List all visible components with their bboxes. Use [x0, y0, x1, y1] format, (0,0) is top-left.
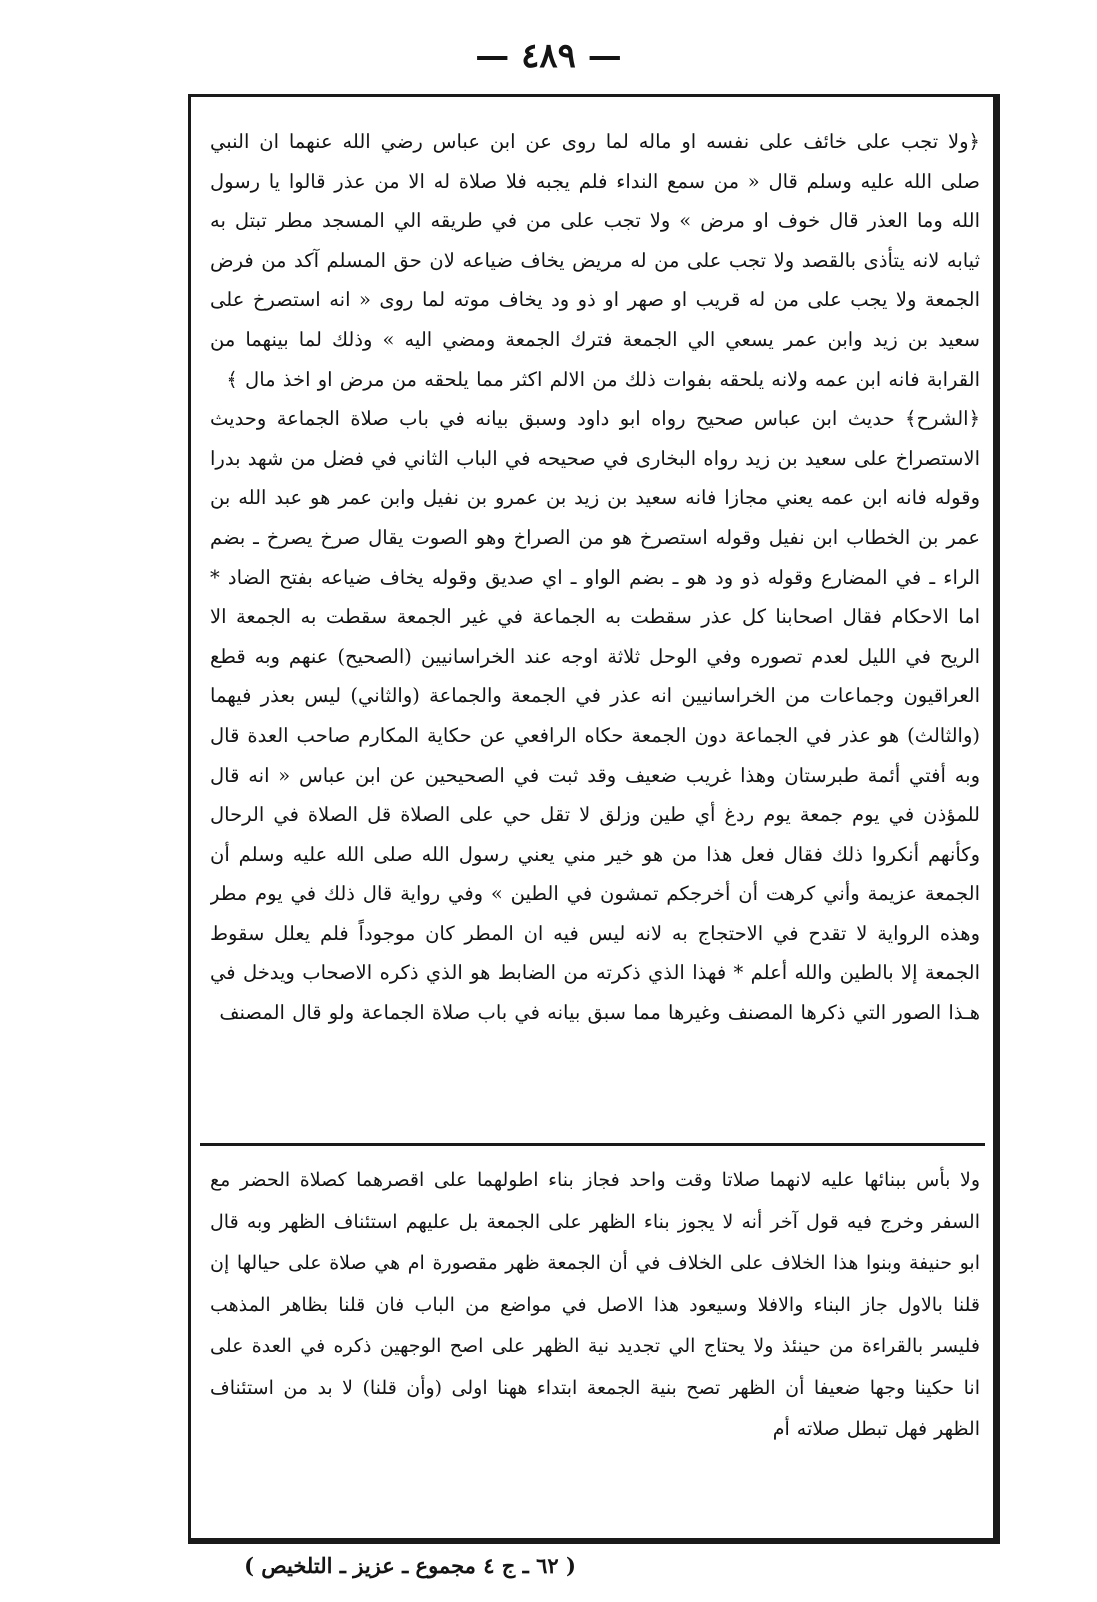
- page-number: — ٤٨٩ —: [475, 36, 622, 76]
- signature-line: ( ٦٢ ـ ج ٤ مجموع ـ عزيز ـ التلخيص ): [244, 1553, 576, 1578]
- main-paragraph-sharh: ﴿الشرح﴾ حديث ابن عباس صحيح رواه ابو داود وسبق بيانه في باب صلاة الجماعة وحديث الاستصراخ على سعيد بن زيد رواه البخارى في صحيحه في الباب الثاني في فضل من شهد بدرا وقوله فانه ابن عمه يعني مجازا فانه سعيد بن زيد بن عمرو بن نفيل وابن عمر هو عبد الله بن عمر بن الخطاب ابن نفيل وقوله استصرخ هو من الصراخ وهو الصوت يقال صرخ يصرخ ـ بضم الراء ـ في المضارع وقوله ذو ود هو ـ بضم الواو ـ اي صديق وقوله يخاف ضياعه بفتح الضاد * اما الاحكام فقال اصحابنا كل عذر سقطت به الجماعة في غير الجمعة سقطت به الجمعة الا الريح في الليل لعدم تصوره وفي الوحل ثلاثة اوجه عند الخراسانيين (الصحيح) عنهم وبه قطع العراقيون وجماعات من الخراسانيين انه عذر في الجمعة والجماعة (والثاني) ليس بعذر فيهما (والثالث) هو عذر في الجماعة دون الجمعة حكاه الرافعي عن حكاية المكارم صاحب العدة قال وبه أفتي أئمة طبرستان وهذا غريب ضعيف وقد ثبت في الصحيحين عن ابن عباس « انه قال للمؤذن في يوم جمعة يوم ردغ أي طين وزلق لا تقل حي على الصلاة قل الصلاة في الرحال وكأنهم أنكروا ذلك فقال فعل هذا من هو خير مني يعني رسول الله صلى الله عليه وسلم أن الجمعة عزيمة وأني كرهت أن أخرجكم تمشون في الطين » وفي رواية قال ذلك في يوم مطر وهذه الرواية لا تقدح في الاحتجاج به لانه ليس فيه ان المطر كان موجوداً فلم يعلل سقوط الجمعة إلا بالطين والله أعلم * فهذا الذي ذكرته من الضابط هو الذي ذكره الاصحاب ويدخل في هـذا الصور التي ذكرها المصنف وغيرها مما سبق بيانه في باب صلاة الجماعة ولو قال المصنف: [210, 407, 980, 1025]
- footnote-paragraph: ولا بأس ببنائها عليه لانهما صلاتا وقت واحد فجاز بناء اطولهما على اقصرهما كصلاة الحضر مع السفر وخرج فيه قول آخر أنه لا يجوز بناء الظهر على الجمعة بل عليهم استئناف الظهر وبه قال ابو حنيفة وبنوا هذا الخلاف على الخلاف في أن الجمعة ظهر مقصورة ام هي صلاة على حيالها إن قلنا بالاول جاز البناء والافلا وسيعود هذا الاصل في مواضع من الباب فان قلنا بظاهر المذهب فليسر بالقراءة من حينئذ ولا يحتاج الي تجديد نية الظهر على اصح الوجهين ذكره في العدة على انا حكينا وجها ضعيفا أن الظهر تصح بنية الجمعة ابتداء ههنا اولى (وأن قلنا) لا بد من استئناف الظهر فهل تبطل صلاته أم: [210, 1169, 980, 1440]
- main-text-block: [210, 122, 980, 1130]
- footnote-text-block: [210, 1160, 980, 1532]
- main-paragraph-matn: ﴿ولا تجب على خائف على نفسه او ماله لما روى عن ابن عباس رضي الله عنهما ان النبي صلى الله عليه وسلم قال « من سمع النداء فلم يجبه فلا صلاة له الا من عذر قالوا يا رسول الله وما العذر قال خوف او مرض » ولا تجب على من في طريقه الي المسجد مطر تبتل به ثيابه لانه يتأذى بالقصد ولا تجب على من له مريض يخاف ضياعه لان حق المسلم آكد من فرض الجمعة ولا يجب على من له قريب او صهر او ذو ود يخاف موته لما روى « انه استصرخ على سعيد بن زيد وابن عمر يسعي الي الجمعة فترك الجمعة ومضي اليه » وذلك لما بينهما من القرابة فانه ابن عمه ولانه يلحقه بفوات ذلك من الالم اكثر مما يلحقه من مرض او اخذ مال ﴾: [210, 130, 980, 391]
- footnote-divider: [200, 1143, 985, 1146]
